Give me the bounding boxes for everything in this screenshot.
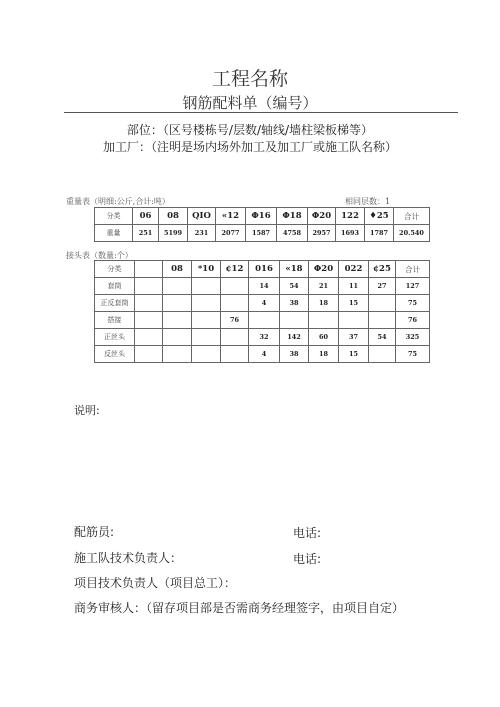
value-cell xyxy=(135,295,163,312)
value-cell: 21 xyxy=(309,278,339,295)
value-cell-total: 325 xyxy=(396,329,430,346)
value-cell xyxy=(192,278,221,295)
value-cell: 4 xyxy=(249,295,280,312)
joint-table-header-row xyxy=(95,261,430,278)
value-cell: 18 xyxy=(309,295,339,312)
header-cell: ♦25 xyxy=(365,208,394,225)
row-label: 重量 xyxy=(95,225,133,242)
value-cell: 14 xyxy=(249,278,280,295)
value-cell xyxy=(369,346,396,363)
table-row xyxy=(95,225,430,242)
title-divider xyxy=(64,112,458,113)
row-label: 正丝头 xyxy=(95,329,135,346)
header-cell-category: 分类 xyxy=(95,208,133,225)
value-cell: 38 xyxy=(280,295,309,312)
header-cell: *10 xyxy=(192,261,221,278)
value-cell-total: 20.540 xyxy=(394,225,430,242)
value-cell xyxy=(135,346,163,363)
value-cell xyxy=(163,278,192,295)
header-cell: «18 xyxy=(280,261,309,278)
header-cell xyxy=(135,261,163,278)
value-cell xyxy=(369,295,396,312)
value-cell xyxy=(249,312,280,329)
phone-label-1: 电话: xyxy=(293,526,322,540)
phone-label-2: 电话: xyxy=(293,552,322,566)
table-row xyxy=(95,295,430,312)
value-cell: 60 xyxy=(309,329,339,346)
value-cell xyxy=(192,329,221,346)
value-cell: 32 xyxy=(249,329,280,346)
joint-table-caption: 接头表（数量:个） xyxy=(66,251,133,260)
value-cell: 251 xyxy=(133,225,159,242)
value-cell xyxy=(192,312,221,329)
value-cell-total: 127 xyxy=(396,278,430,295)
header-cell-total: 合计 xyxy=(396,261,430,278)
weight-table-caption: 重量表（明细:公斤,合计:吨） xyxy=(66,197,170,206)
header-cell-total: 合计 xyxy=(394,208,430,225)
value-cell: 2077 xyxy=(216,225,246,242)
header-cell: 022 xyxy=(339,261,369,278)
value-cell: 15 xyxy=(339,295,369,312)
value-cell: 11 xyxy=(339,278,369,295)
row-label: 正反套筒 xyxy=(95,295,135,312)
value-cell: 1787 xyxy=(365,225,394,242)
value-cell xyxy=(221,278,249,295)
location-line: 部位：（区号楼栋号/层数/轴线/墙柱梁板梯等） xyxy=(126,123,374,137)
value-cell xyxy=(280,312,309,329)
commercial-reviewer-label: 商务审核人：（留存项目部是否需商务经理签字，由项目自定） xyxy=(74,601,405,615)
table-row xyxy=(95,329,430,346)
value-cell: 54 xyxy=(369,329,396,346)
value-cell: 4758 xyxy=(277,225,308,242)
value-cell xyxy=(221,329,249,346)
header-cell: Φ20 xyxy=(309,261,339,278)
value-cell: 38 xyxy=(280,346,309,363)
value-cell-total: 75 xyxy=(396,346,430,363)
header-cell: 122 xyxy=(336,208,365,225)
project-name-title: 工程名称 xyxy=(211,68,288,90)
header-cell: Φ18 xyxy=(277,208,308,225)
header-cell: 08 xyxy=(163,261,192,278)
row-label: 反丝头 xyxy=(95,346,135,363)
processor-line: 加工厂：（注明是场内场外加工及加工厂或施工队名称） xyxy=(102,140,397,154)
value-cell: 1693 xyxy=(336,225,365,242)
value-cell-total: 75 xyxy=(396,295,430,312)
same-floor-count: 相同层数：1 xyxy=(345,197,391,206)
value-cell xyxy=(369,312,396,329)
value-cell xyxy=(163,329,192,346)
value-cell: 231 xyxy=(188,225,216,242)
header-cell: 06 xyxy=(133,208,159,225)
value-cell xyxy=(135,278,163,295)
rebar-list-subtitle: 钢筋配料单（编号） xyxy=(182,94,318,112)
value-cell: 1587 xyxy=(246,225,277,242)
value-cell: 37 xyxy=(339,329,369,346)
value-cell-total: 76 xyxy=(396,312,430,329)
value-cell: 15 xyxy=(339,346,369,363)
value-cell xyxy=(309,312,339,329)
header-cell: 08 xyxy=(159,208,188,225)
row-label: 搭接 xyxy=(95,312,135,329)
value-cell xyxy=(163,312,192,329)
project-tech-lead-label: 项目技术负责人（项目总工）： xyxy=(74,576,237,590)
weight-table xyxy=(94,207,430,242)
value-cell: 142 xyxy=(280,329,309,346)
table-row xyxy=(95,312,430,329)
value-cell: 18 xyxy=(309,346,339,363)
value-cell: 5199 xyxy=(159,225,188,242)
value-cell: 76 xyxy=(221,312,249,329)
phone-label-2-clip xyxy=(293,550,322,566)
value-cell: 4 xyxy=(249,346,280,363)
value-cell xyxy=(192,295,221,312)
value-cell: 2957 xyxy=(308,225,336,242)
header-cell: 016 xyxy=(249,261,280,278)
value-cell xyxy=(339,312,369,329)
value-cell xyxy=(163,295,192,312)
header-cell-category: 分类 xyxy=(95,261,135,278)
header-cell: «12 xyxy=(216,208,246,225)
value-cell: 54 xyxy=(280,278,309,295)
header-cell: Φ20 xyxy=(308,208,336,225)
header-cell: ¢25 xyxy=(369,261,396,278)
value-cell xyxy=(135,312,163,329)
table-row xyxy=(95,278,430,295)
value-cell xyxy=(135,329,163,346)
table-row xyxy=(95,346,430,363)
weight-table-header-row xyxy=(95,208,430,225)
value-cell xyxy=(192,346,221,363)
header-cell: QIO xyxy=(188,208,216,225)
value-cell xyxy=(221,295,249,312)
value-cell xyxy=(163,346,192,363)
row-label: 套筒 xyxy=(95,278,135,295)
value-cell xyxy=(221,346,249,363)
rebar-person-label: 配筋员: xyxy=(74,525,115,539)
team-tech-lead-label: 施工队技术负责人： xyxy=(74,551,183,565)
joint-table xyxy=(94,260,430,363)
header-cell: ¢12 xyxy=(221,261,249,278)
notes-label: 说明: xyxy=(74,404,100,417)
header-cell: Φ16 xyxy=(246,208,277,225)
value-cell: 27 xyxy=(369,278,396,295)
